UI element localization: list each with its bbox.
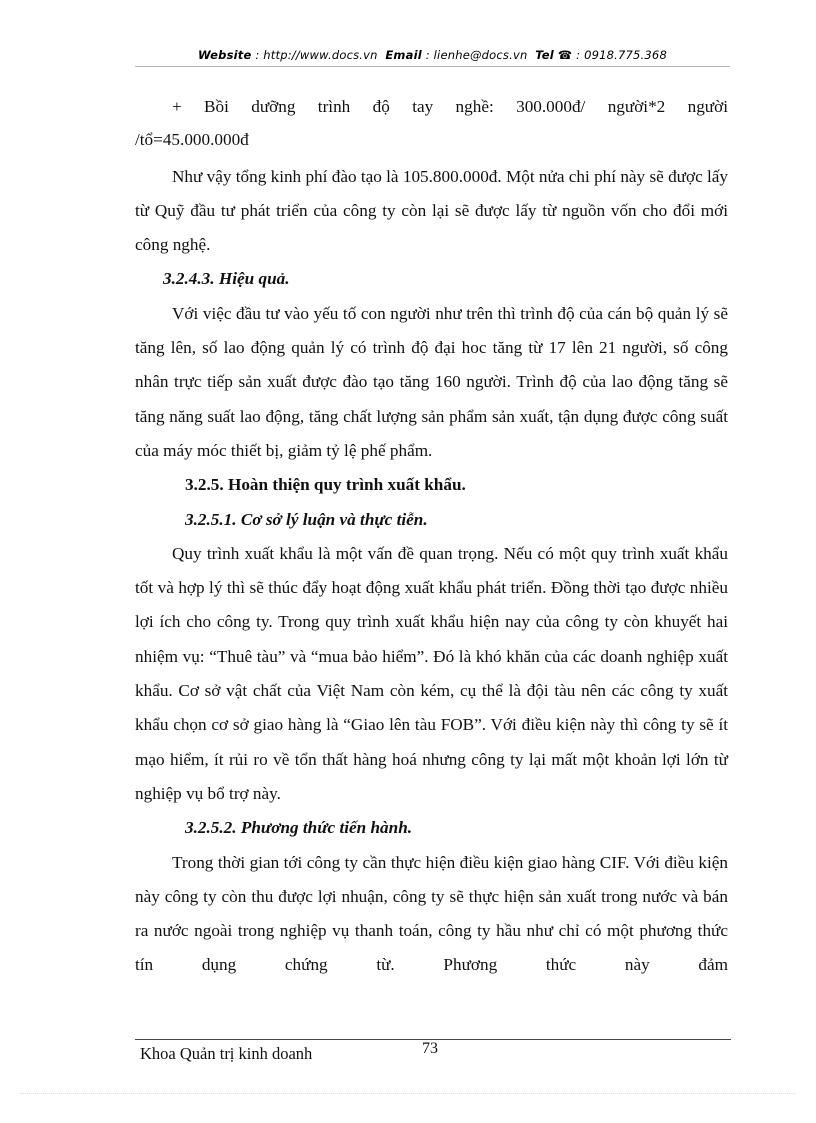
header-divider (135, 66, 730, 67)
heading-3-2-4-3: 3.2.4.3. Hiệu quả. (163, 269, 290, 289)
phone-icon: ☎ (557, 48, 573, 62)
heading-3-2-5-1: 3.2.5.1. Cơ sở lý luận và thực tiễn. (185, 509, 428, 529)
paragraph-total-cost: Như vậy tổng kinh phí đào tạo là 105.800.000đ. Một nửa chi phí này sẽ được lấy từ Quỹ đầu tư phát triển của công ty còn lại sẽ được lấy từ nguồn vốn cho đổi mới công nghệ. (135, 166, 728, 255)
tel-value: : 0918.775.368 (576, 48, 667, 62)
page-bottom-border (20, 1093, 796, 1094)
email-value: : lienhe@docs.vn (425, 48, 528, 62)
paragraph-export-process: Quy trình xuất khẩu là một vấn đề quan trọng. Nếu có một quy trình xuất khẩu tốt và hợp lý thì sẽ thúc đẩy hoạt động xuất khẩu phát triển. Đồng thời tạo được nhiều lợi ích cho công ty. Trong quy trình xuất khẩu hiện nay của công ty còn khuyết hai nhiệm vụ: “Thuê tàu” và “mua bảo hiểm”. Đó là khó khăn của các doanh nghiệp xuất khẩu. Cơ sở vật chất của Việt Nam còn kém, cụ thể là đội tàu nên các công ty xuất khẩu chọn cơ sở giao hàng là “Giao lên tàu FOB”. Với điều kiện này thì công ty sẽ ít mạo hiểm, ít rủi ro về tổn thất hàng hoá nhưng công ty lại mất một khoản lợi lớn từ nghiệp vụ bổ trợ này. (135, 543, 728, 803)
page-number: 73 (422, 1040, 438, 1057)
training-cost-line-1: + Bồi dưỡng trình độ tay nghề: 300.000đ/ người*2 người (172, 97, 728, 116)
heading-3-2-5: 3.2.5. Hoàn thiện quy trình xuất khẩu. (185, 475, 466, 495)
heading-3-2-5-2: 3.2.5.2. Phương thức tiến hành. (185, 818, 413, 838)
page-header (135, 48, 730, 62)
website-value: : http://www.docs.vn (255, 48, 378, 62)
tel-label: Tel (535, 48, 554, 62)
email-label: Email (385, 48, 422, 62)
training-cost-line-2: /tổ=45.000.000đ (135, 130, 249, 150)
paragraph-effectiveness: Với việc đầu tư vào yếu tố con người như trên thì trình độ của cán bộ quản lý sẽ tăng lên, số lao động quản lý có trình độ đại hoc tăng từ 17 lên 21 người, số công nhân trực tiếp sản xuất được đào tạo tăng 160 người. Trình độ của lao động tăng sẽ tăng năng suất lao động, tăng chất lượng sản phẩm sản xuất, tận dụng được công suất của máy móc thiết bị, giảm tỷ lệ phế phẩm. (135, 303, 728, 460)
page-body (135, 90, 728, 983)
website-label: Website (198, 48, 252, 62)
footer-department: Khoa Quản trị kinh doanh (140, 1044, 313, 1063)
paragraph-training-cost (135, 90, 728, 124)
paragraph-implementation: Trong thời gian tới công ty cần thực hiện điều kiện giao hàng CIF. Với điều kiện này công ty còn thu được lợi nhuận, công ty sẽ thực hiện sản xuất trong nước và bán ra nước ngoài trong nghiệp vụ thanh toán, công ty hầu như chỉ có một phương thức tín dụng chứng từ. Phương thức này đảm (135, 852, 728, 975)
